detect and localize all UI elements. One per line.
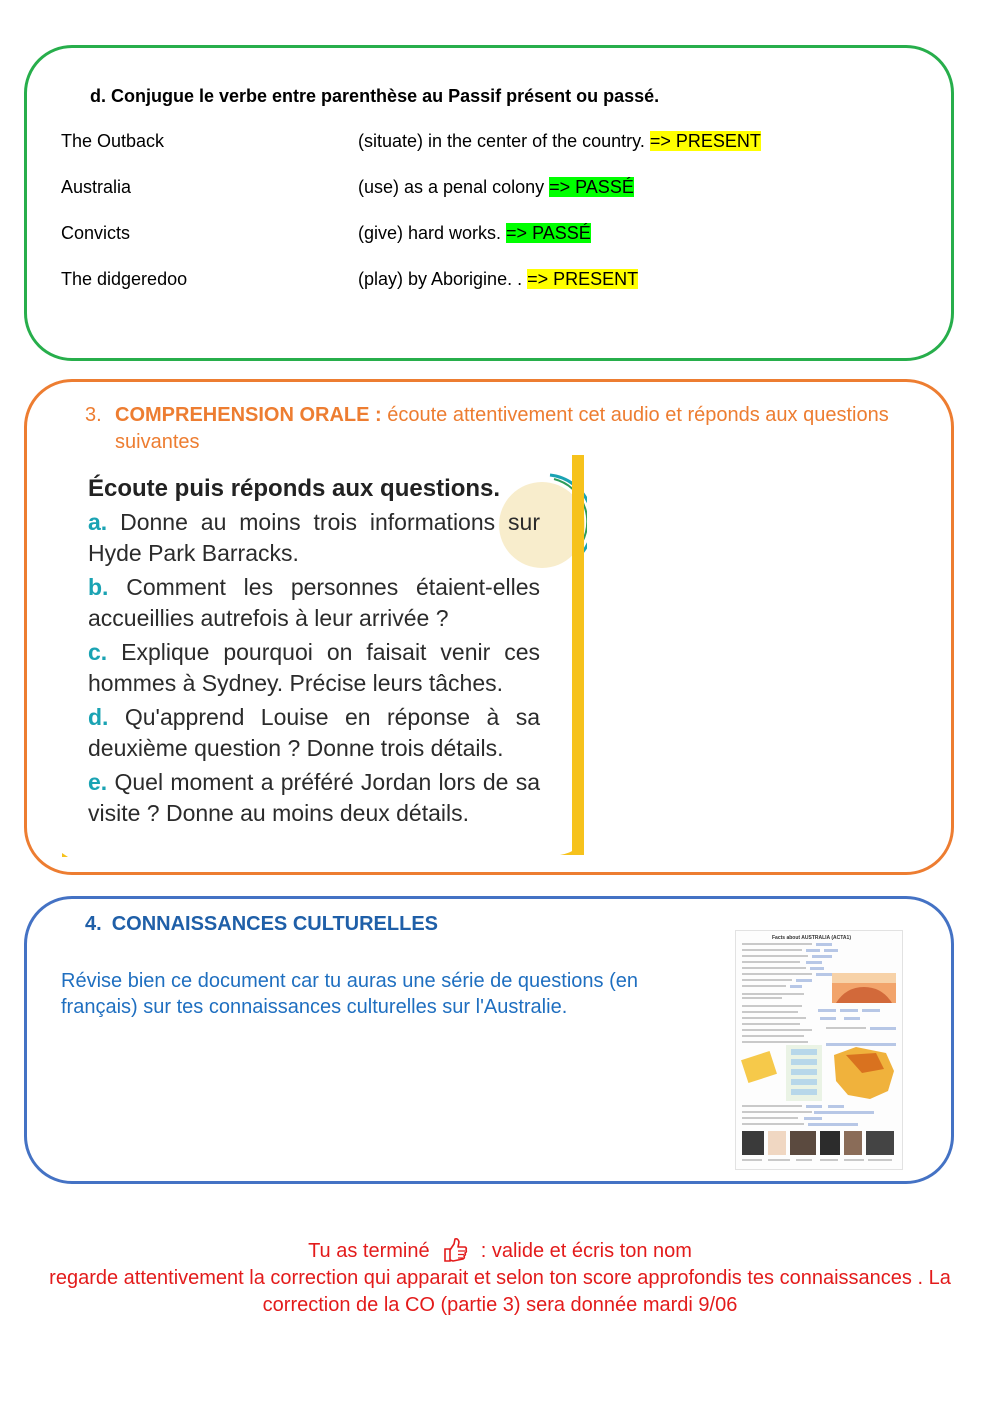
row-subject: Australia [61,177,132,197]
row-answer: => PASSÉ [506,223,591,243]
completion-text-end: : valide et écris ton nom [480,1240,692,1262]
conjugation-row [61,177,941,201]
row-subject: The didgeredoo [61,269,188,289]
thumbnail-title: Facts about AUSTRALIA (ACTA1) [772,935,851,941]
conjugation-instruction: d. Conjugue le verbe entre parenthèse au Passif présent ou passé. [90,86,660,106]
conjugation-row [61,223,941,247]
thumbs-up-icon [441,1237,469,1263]
row-verb: (give) hard works. [358,223,507,243]
question-text: Qu'apprend Louise en réponse à sa deuxième question ? Donne trois détails. [88,704,540,761]
row-verb: (play) by Aborigine. . [358,269,528,289]
row-subject: The Outback [61,131,165,151]
worksheet-question [88,637,540,699]
row-answer: => PASSÉ [549,177,634,197]
question-text: Donne au moins trois informations sur Hyde Park Barracks. [88,509,540,566]
section-title: CONNAISSANCES CULTURELLES [111,913,438,935]
worksheet-question [88,572,540,634]
completion-message [40,1237,960,1319]
worksheet-heading: Écoute puis réponds aux questions. [88,475,501,502]
listening-worksheet-image [62,455,587,857]
cultural-knowledge-text: Révise bien ce document car tu auras une série de questions (en français) sur tes connaissances culturelles sur l'Australie. [61,970,639,1018]
question-letter: b. [88,574,109,600]
conjugation-row [61,269,941,293]
thumbnail-content [736,931,902,1169]
oral-comprehension-title [85,402,925,456]
row-verb: (use) as a penal colony [358,177,550,197]
australia-facts-document-thumbnail[interactable] [735,930,903,1170]
question-text: Explique pourquoi on faisait venir ces hommes à Sydney. Précise leurs tâches. [88,639,540,696]
row-verb: (situate) in the center of the country. [358,131,650,151]
row-answer: => PRESENT [649,131,761,151]
section-title-rest: écoute attentivement cet audio et réponds aux questions suivantes [115,404,889,453]
section-number: 3. [85,404,102,426]
question-letter: a. [88,509,108,535]
worksheet-question [88,767,540,829]
cultural-knowledge-title [85,913,438,936]
question-letter: c. [88,639,108,665]
row-subject: Convicts [61,223,131,243]
worksheet-question [88,507,540,569]
question-letter: d. [88,704,109,730]
section-number: 4. [85,913,102,935]
completion-text-start: Tu as terminé [308,1240,430,1262]
worksheet-question [88,702,540,764]
row-answer: => PRESENT [527,269,639,289]
question-text: Quel moment a préféré Jordan lors de sa visite ? Donne au moins deux détails. [88,769,540,826]
section-title-bold: COMPREHENSION ORALE : [115,404,382,426]
question-text: Comment les personnes étaient-elles accueillies autrefois à leur arrivée ? [88,574,540,631]
correction-note: regarde attentivement la correction qui apparait et selon ton score approfondis tes connaissances . La correction de la CO (partie 3) sera donnée mardi 9/06 [49,1267,951,1316]
conjugation-row [61,131,941,155]
question-letter: e. [88,769,108,795]
